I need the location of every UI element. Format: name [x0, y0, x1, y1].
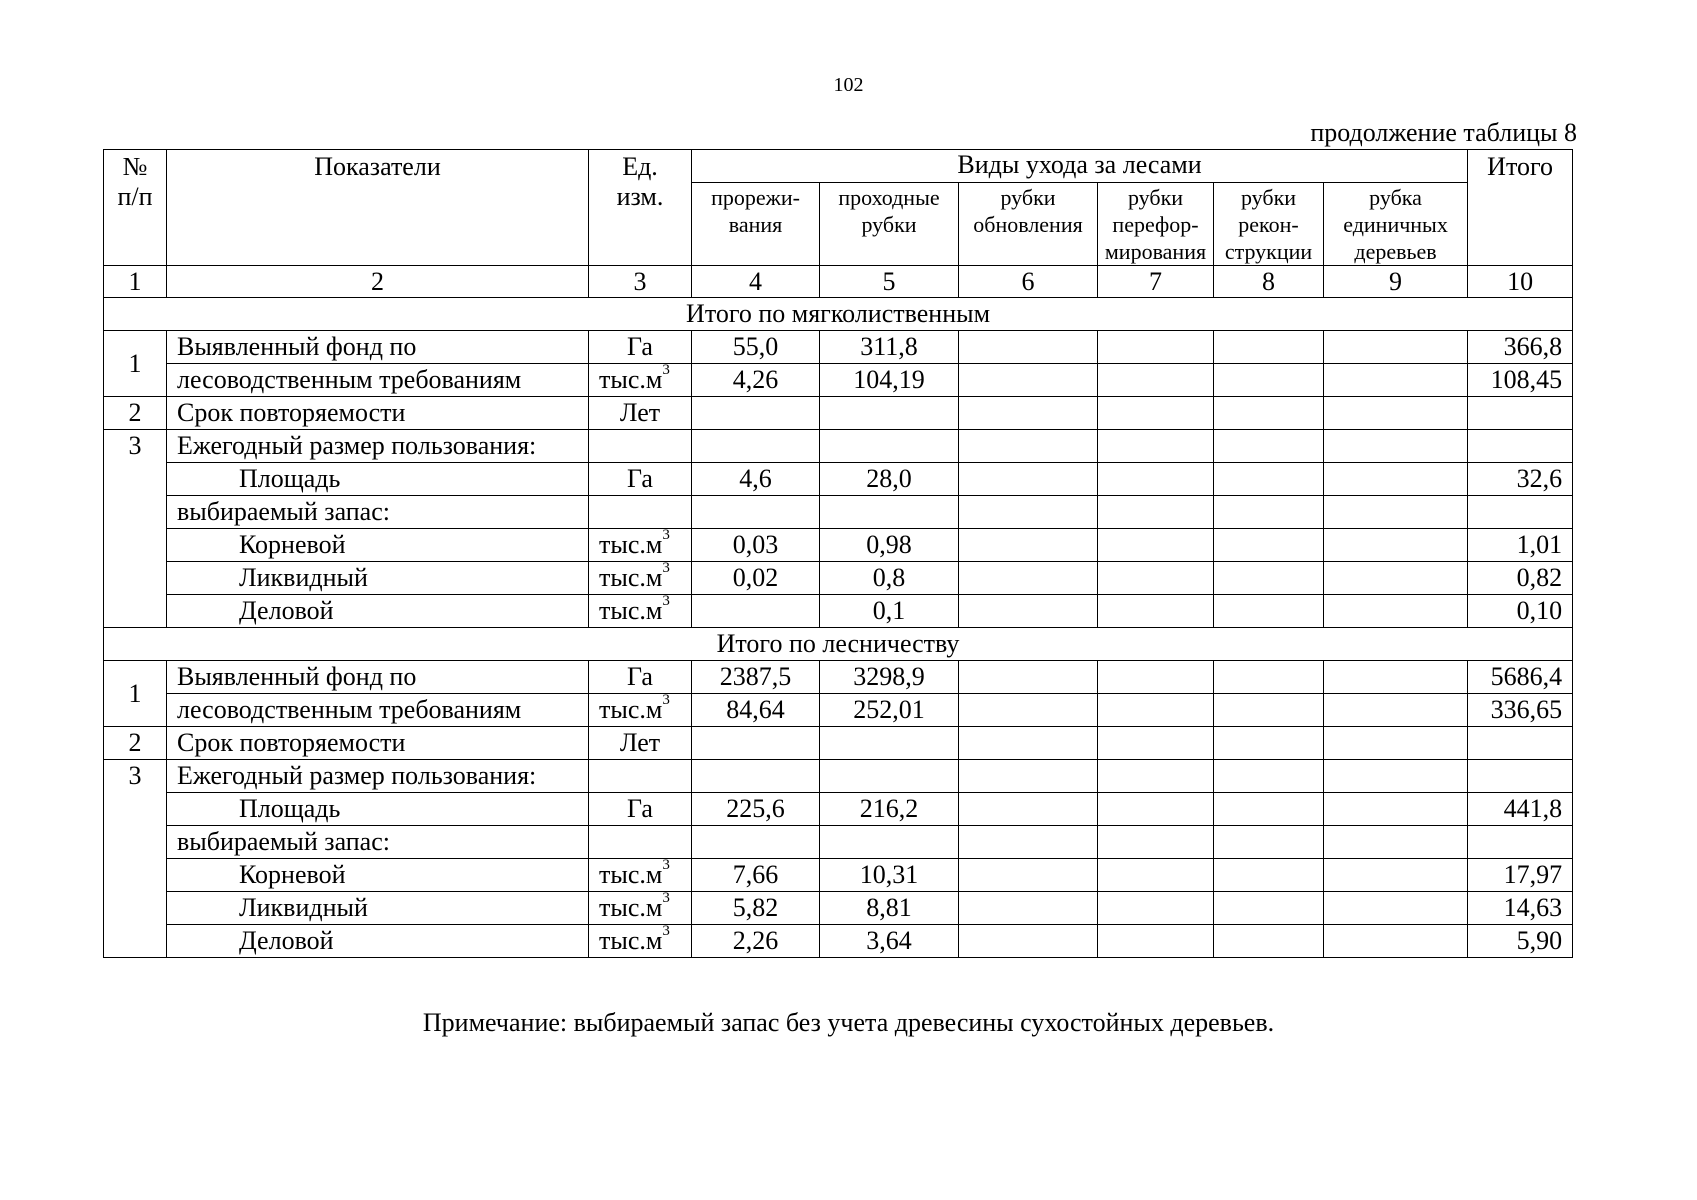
empty-cell: [959, 529, 1098, 562]
value-cell: [820, 397, 959, 430]
column-number: 1: [104, 266, 167, 298]
row-number: 1: [104, 661, 167, 727]
empty-cell: [1324, 397, 1468, 430]
total-cell: [1468, 496, 1573, 529]
empty-cell: [959, 331, 1098, 364]
unit-superscript: 3: [662, 561, 670, 577]
indicator-label: Ежегодный размер пользования:: [167, 760, 589, 793]
total-cell: 32,6: [1468, 463, 1573, 496]
empty-cell: [1098, 859, 1214, 892]
value-cell: 3,64: [820, 925, 959, 958]
table-row: [104, 661, 1573, 694]
forest-care-table: [103, 149, 1573, 958]
value-cell: [692, 727, 820, 760]
indicator-label: Выявленный фонд по: [167, 661, 589, 694]
empty-cell: [959, 760, 1098, 793]
empty-cell: [959, 463, 1098, 496]
indicator-label: Срок повторяемости: [167, 727, 589, 760]
table-row: [104, 430, 1573, 463]
value-cell: [820, 727, 959, 760]
empty-cell: [959, 364, 1098, 397]
empty-cell: [1214, 793, 1324, 826]
indicator-label: Площадь: [167, 463, 589, 496]
unit-cell: [589, 562, 692, 595]
empty-cell: [1098, 496, 1214, 529]
value-cell: [820, 496, 959, 529]
table-row: [104, 562, 1573, 595]
unit-text: тыс.м: [599, 596, 663, 625]
empty-cell: [959, 397, 1098, 430]
value-cell: [692, 496, 820, 529]
empty-cell: [1214, 463, 1324, 496]
header-care-types: Виды ухода за лесами: [692, 150, 1468, 183]
column-number: 2: [167, 266, 589, 298]
value-cell: 5,82: [692, 892, 820, 925]
header-subtype: проходные рубки: [820, 183, 959, 266]
table-row: [104, 397, 1573, 430]
value-cell: 0,8: [820, 562, 959, 595]
header-num: № п/п: [104, 150, 167, 266]
unit-cell: [589, 793, 692, 826]
table-row: [104, 925, 1573, 958]
empty-cell: [1098, 661, 1214, 694]
header-subtype: рубка единичных деревьев: [1324, 183, 1468, 266]
empty-cell: [959, 562, 1098, 595]
column-number: 8: [1214, 266, 1324, 298]
empty-cell: [959, 793, 1098, 826]
unit-text: тыс.м: [599, 860, 663, 889]
empty-cell: [1324, 463, 1468, 496]
page-number: 102: [833, 74, 864, 96]
unit-cell: [589, 727, 692, 760]
empty-cell: [1098, 826, 1214, 859]
empty-cell: [959, 892, 1098, 925]
table-row: [104, 496, 1573, 529]
empty-cell: [1324, 595, 1468, 628]
unit-text: тыс.м: [599, 926, 663, 955]
header-unit: Ед. изм.: [589, 150, 692, 266]
unit-text: Га: [627, 794, 653, 823]
value-cell: 216,2: [820, 793, 959, 826]
value-cell: 28,0: [820, 463, 959, 496]
column-number: 4: [692, 266, 820, 298]
value-cell: [820, 760, 959, 793]
unit-superscript: 3: [662, 693, 670, 709]
unit-superscript: 3: [662, 363, 670, 379]
section-title: Итого по лесничеству: [104, 628, 1573, 661]
unit-cell: [589, 661, 692, 694]
indicator-label: Выявленный фонд по: [167, 331, 589, 364]
row-number: 2: [104, 727, 167, 760]
empty-cell: [1214, 364, 1324, 397]
empty-cell: [589, 496, 692, 529]
empty-cell: [959, 925, 1098, 958]
indicator-label: Срок повторяемости: [167, 397, 589, 430]
value-cell: 10,31: [820, 859, 959, 892]
total-cell: [1468, 727, 1573, 760]
table-row: [104, 859, 1573, 892]
empty-cell: [1098, 694, 1214, 727]
value-cell: 7,66: [692, 859, 820, 892]
empty-cell: [1214, 430, 1324, 463]
empty-cell: [1214, 496, 1324, 529]
total-cell: [1468, 826, 1573, 859]
column-number: 10: [1468, 266, 1573, 298]
indicator-label: лесоводственным требованиям: [167, 694, 589, 727]
unit-cell: [589, 331, 692, 364]
total-cell: 5686,4: [1468, 661, 1573, 694]
footnote: Примечание: выбираемый запас без учета древесины сухостойных деревьев.: [422, 1008, 1275, 1037]
table-row: [104, 826, 1573, 859]
empty-cell: [1098, 760, 1214, 793]
empty-cell: [1098, 793, 1214, 826]
table-row: [104, 760, 1573, 793]
empty-cell: [1324, 661, 1468, 694]
column-number: 5: [820, 266, 959, 298]
table-row: [104, 529, 1573, 562]
unit-cell: [589, 463, 692, 496]
value-cell: [820, 430, 959, 463]
empty-cell: [959, 595, 1098, 628]
empty-cell: [589, 430, 692, 463]
indicator-label: выбираемый запас:: [167, 826, 589, 859]
empty-cell: [1098, 397, 1214, 430]
header-subtype: рубки перефор- мирования: [1098, 183, 1214, 266]
empty-cell: [1214, 694, 1324, 727]
row-number: 3: [104, 430, 167, 628]
empty-cell: [959, 859, 1098, 892]
section-title: Итого по мягколиственным: [104, 298, 1573, 331]
value-cell: 4,6: [692, 463, 820, 496]
empty-cell: [1324, 430, 1468, 463]
empty-cell: [1098, 892, 1214, 925]
unit-cell: [589, 892, 692, 925]
table-row: [104, 892, 1573, 925]
indicator-label: лесоводственным требованиям: [167, 364, 589, 397]
unit-text: Га: [627, 464, 653, 493]
column-number: 3: [589, 266, 692, 298]
header-subtype: рубки обновления: [959, 183, 1098, 266]
total-cell: 108,45: [1468, 364, 1573, 397]
empty-cell: [1324, 859, 1468, 892]
value-cell: [692, 760, 820, 793]
table-row: [104, 694, 1573, 727]
total-cell: [1468, 430, 1573, 463]
total-cell: 5,90: [1468, 925, 1573, 958]
value-cell: [692, 430, 820, 463]
empty-cell: [1324, 364, 1468, 397]
column-number: 6: [959, 266, 1098, 298]
unit-text: тыс.м: [599, 365, 663, 394]
empty-cell: [1214, 760, 1324, 793]
row-number: 3: [104, 760, 167, 958]
empty-cell: [1214, 397, 1324, 430]
table-row: [104, 463, 1573, 496]
header-subtype: рубки рекон- струкции: [1214, 183, 1324, 266]
empty-cell: [1324, 727, 1468, 760]
empty-cell: [1098, 463, 1214, 496]
value-cell: 4,26: [692, 364, 820, 397]
empty-cell: [1214, 595, 1324, 628]
indicator-label: Деловой: [167, 925, 589, 958]
value-cell: [692, 826, 820, 859]
value-cell: [820, 826, 959, 859]
value-cell: 3298,9: [820, 661, 959, 694]
empty-cell: [1324, 925, 1468, 958]
empty-cell: [1098, 331, 1214, 364]
empty-cell: [1098, 529, 1214, 562]
empty-cell: [589, 760, 692, 793]
empty-cell: [1214, 925, 1324, 958]
value-cell: 252,01: [820, 694, 959, 727]
value-cell: [692, 397, 820, 430]
empty-cell: [1098, 562, 1214, 595]
unit-cell: [589, 694, 692, 727]
total-cell: 441,8: [1468, 793, 1573, 826]
empty-cell: [1324, 562, 1468, 595]
unit-text: Лет: [619, 398, 661, 427]
indicator-label: Корневой: [167, 529, 589, 562]
table-row: [104, 331, 1573, 364]
empty-cell: [1214, 331, 1324, 364]
value-cell: 2387,5: [692, 661, 820, 694]
indicator-label: Ликвидный: [167, 892, 589, 925]
total-cell: [1468, 397, 1573, 430]
table-row: [104, 595, 1573, 628]
unit-superscript: 3: [662, 594, 670, 610]
indicator-label: выбираемый запас:: [167, 496, 589, 529]
total-cell: 1,01: [1468, 529, 1573, 562]
section-title-row: [104, 628, 1573, 661]
empty-cell: [1324, 892, 1468, 925]
empty-cell: [1214, 826, 1324, 859]
unit-text: Га: [627, 662, 653, 691]
table-row: [104, 793, 1573, 826]
unit-cell: [589, 529, 692, 562]
value-cell: 55,0: [692, 331, 820, 364]
total-cell: 0,82: [1468, 562, 1573, 595]
table-row: [104, 364, 1573, 397]
column-number-row: [104, 266, 1573, 298]
value-cell: 311,8: [820, 331, 959, 364]
unit-superscript: 3: [662, 924, 670, 940]
unit-text: тыс.м: [599, 530, 663, 559]
header-subtype: прорежи- вания: [692, 183, 820, 266]
unit-cell: [589, 859, 692, 892]
total-cell: [1468, 760, 1573, 793]
empty-cell: [1214, 727, 1324, 760]
empty-cell: [589, 826, 692, 859]
unit-superscript: 3: [662, 528, 670, 544]
header-indicators: Показатели: [167, 150, 589, 266]
empty-cell: [1214, 562, 1324, 595]
unit-text: тыс.м: [599, 563, 663, 592]
empty-cell: [1098, 364, 1214, 397]
empty-cell: [1214, 859, 1324, 892]
empty-cell: [959, 826, 1098, 859]
value-cell: 0,02: [692, 562, 820, 595]
empty-cell: [959, 661, 1098, 694]
empty-cell: [1324, 496, 1468, 529]
empty-cell: [1324, 694, 1468, 727]
indicator-label: Корневой: [167, 859, 589, 892]
unit-cell: [589, 595, 692, 628]
empty-cell: [1214, 529, 1324, 562]
unit-text: тыс.м: [599, 695, 663, 724]
indicator-label: Ежегодный размер пользования:: [167, 430, 589, 463]
value-cell: 0,1: [820, 595, 959, 628]
unit-cell: [589, 397, 692, 430]
value-cell: [692, 595, 820, 628]
row-number: 2: [104, 397, 167, 430]
section-title-row: [104, 298, 1573, 331]
empty-cell: [1324, 529, 1468, 562]
empty-cell: [959, 727, 1098, 760]
header-total: Итого: [1468, 150, 1573, 266]
total-cell: 336,65: [1468, 694, 1573, 727]
total-cell: 0,10: [1468, 595, 1573, 628]
indicator-label: Деловой: [167, 595, 589, 628]
total-cell: 17,97: [1468, 859, 1573, 892]
unit-text: тыс.м: [599, 893, 663, 922]
unit-text: Лет: [619, 728, 661, 757]
value-cell: 225,6: [692, 793, 820, 826]
value-cell: 104,19: [820, 364, 959, 397]
column-number: 7: [1098, 266, 1214, 298]
unit-text: Га: [627, 332, 653, 361]
empty-cell: [1214, 661, 1324, 694]
header-row-1: [104, 150, 1573, 183]
table-row: [104, 727, 1573, 760]
empty-cell: [1098, 727, 1214, 760]
unit-superscript: 3: [662, 858, 670, 874]
value-cell: 8,81: [820, 892, 959, 925]
indicator-label: Площадь: [167, 793, 589, 826]
empty-cell: [959, 496, 1098, 529]
indicator-label: Ликвидный: [167, 562, 589, 595]
empty-cell: [1098, 430, 1214, 463]
empty-cell: [1324, 826, 1468, 859]
empty-cell: [959, 694, 1098, 727]
total-cell: 366,8: [1468, 331, 1573, 364]
value-cell: 84,64: [692, 694, 820, 727]
empty-cell: [1098, 925, 1214, 958]
column-number: 9: [1324, 266, 1468, 298]
unit-cell: [589, 364, 692, 397]
value-cell: 0,03: [692, 529, 820, 562]
value-cell: 2,26: [692, 925, 820, 958]
empty-cell: [959, 430, 1098, 463]
empty-cell: [1324, 331, 1468, 364]
total-cell: 14,63: [1468, 892, 1573, 925]
empty-cell: [1324, 793, 1468, 826]
unit-cell: [589, 925, 692, 958]
empty-cell: [1214, 892, 1324, 925]
value-cell: 0,98: [820, 529, 959, 562]
table-continuation-label: продолжение таблицы 8: [1310, 118, 1577, 147]
empty-cell: [1098, 595, 1214, 628]
unit-superscript: 3: [662, 891, 670, 907]
empty-cell: [1324, 760, 1468, 793]
row-number: 1: [104, 331, 167, 397]
